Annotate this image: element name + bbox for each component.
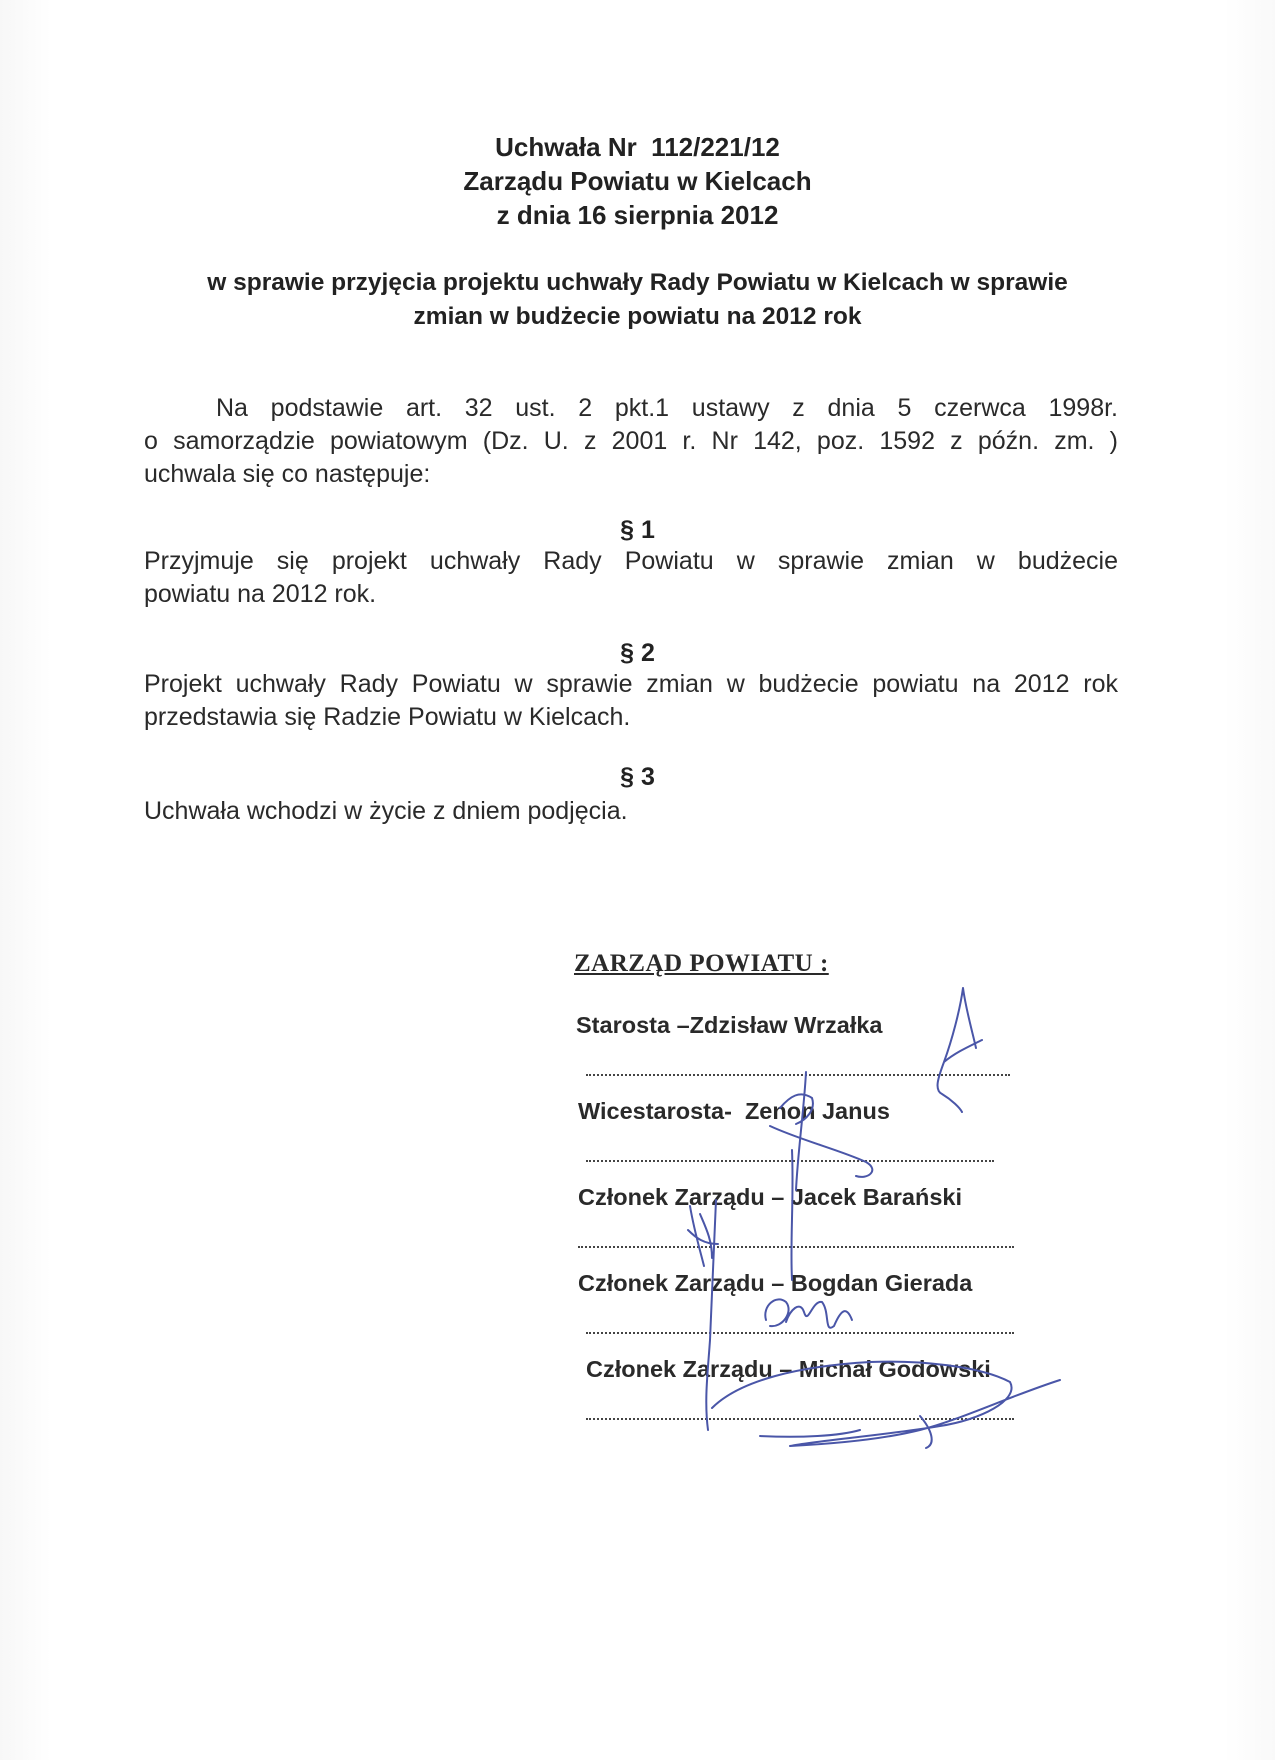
member-starosta: Starosta –Zdzisław Wrzałka xyxy=(576,1012,883,1038)
signature-gierada xyxy=(765,1299,852,1327)
signature-barański xyxy=(688,1200,718,1430)
legal-basis-line-2: o samorządzie powiatowym (Dz. U. z 2001 r. Nr 142, poz. 1592 z późn. zm. ) xyxy=(144,427,1118,455)
paragraph-3-title: § 3 xyxy=(620,763,655,791)
resolution-number: Uchwała Nr 112/221/12 xyxy=(495,132,780,162)
paragraph-2-line-2: przedstawia się Radzie Powiatu w Kielcach. xyxy=(144,703,631,731)
resolution-header xyxy=(0,130,1275,232)
legal-basis-line-3: uchwala się co następuje: xyxy=(144,460,431,488)
paragraph-2-text xyxy=(144,668,1118,734)
member-wicestarosta: Wicestarosta- Zenon Janus xyxy=(578,1098,890,1124)
board-title: ZARZĄD POWIATU : xyxy=(574,950,829,977)
issuing-body: Zarządu Powiatu w Kielcach xyxy=(463,166,812,196)
paragraph-1-text xyxy=(144,545,1118,611)
paragraph-2-line-1: Projekt uchwały Rady Powiatu w sprawie zmian w budżecie powiatu na 2012 rok xyxy=(144,670,1118,698)
paragraph-2-title: § 2 xyxy=(620,639,655,667)
paragraph-1-line-1: Przyjmuje się projekt uchwały Rady Powiatu w sprawie zmian w budżecie xyxy=(144,547,1118,575)
signature-line-3 xyxy=(578,1246,1014,1248)
legal-basis xyxy=(144,392,1118,491)
signature-starosta xyxy=(938,988,982,1112)
member-godowski: Członek Zarządu – Michał Godowski xyxy=(586,1356,991,1382)
paragraph-3-text: Uchwała wchodzi w życie z dniem podjęcia. xyxy=(144,797,628,825)
resolution-subject xyxy=(140,266,1135,334)
subject-line-2: zmian w budżecie powiatu na 2012 rok xyxy=(413,303,862,330)
member-barański: Członek Zarządu – Jacek Barański xyxy=(578,1184,963,1210)
signature-line-4 xyxy=(586,1332,1014,1334)
signature-line-2 xyxy=(586,1160,994,1162)
signature-line-1 xyxy=(586,1074,1010,1076)
subject-line-1: w sprawie przyjęcia projektu uchwały Rady Powiatu w Kielcach w sprawie xyxy=(207,269,1068,296)
resolution-date: z dnia 16 sierpnia 2012 xyxy=(496,200,779,230)
paragraph-1-title: § 1 xyxy=(620,516,655,544)
member-gierada: Członek Zarządu – Bogdan Gierada xyxy=(578,1270,973,1296)
legal-basis-line-1: Na podstawie art. 32 ust. 2 pkt.1 ustawy z dnia 5 czerwca 1998r. xyxy=(216,394,1118,422)
paragraph-1-line-2: powiatu na 2012 rok. xyxy=(144,580,377,608)
signature-line-5 xyxy=(586,1418,1014,1420)
